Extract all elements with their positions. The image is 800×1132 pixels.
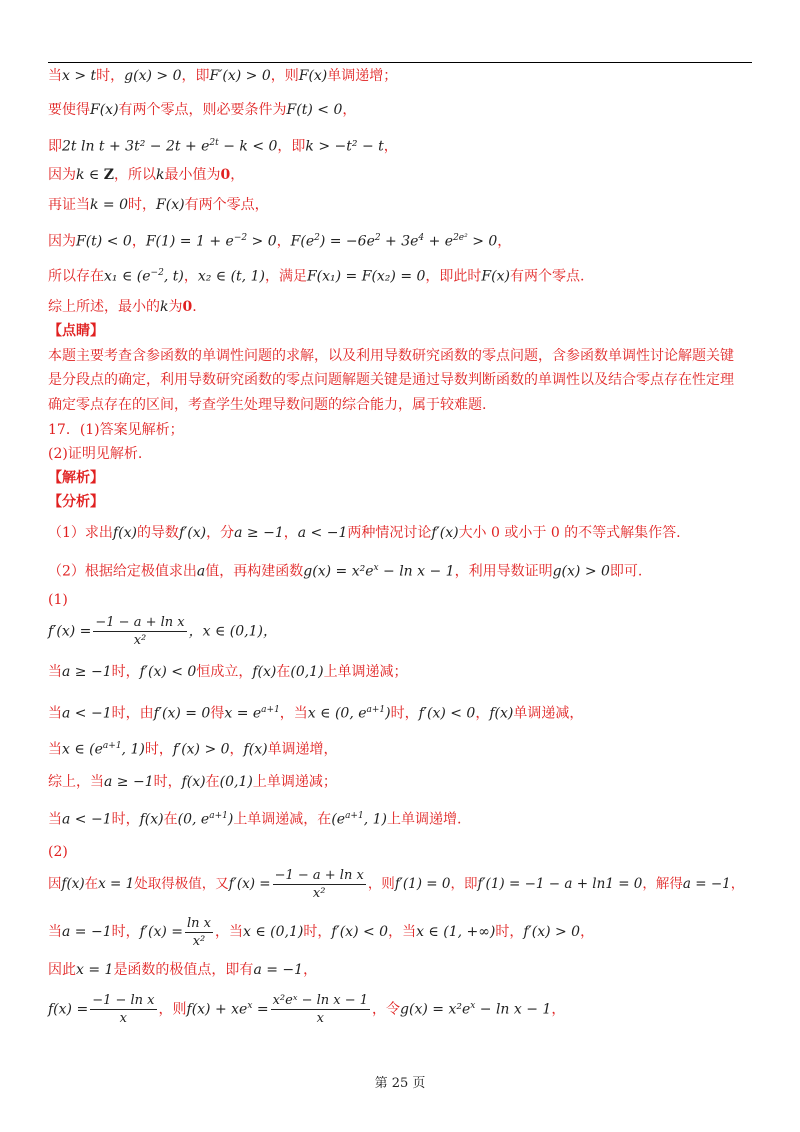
text: 0: [220, 167, 231, 183]
text: 恒成立，: [196, 664, 253, 680]
text: 时，: [96, 68, 125, 84]
denominator: x²: [133, 633, 147, 648]
text: 时，: [111, 924, 140, 940]
text: 因为: [48, 233, 76, 250]
math: a ≥ −1: [62, 664, 112, 680]
text: 有两个零点，: [184, 197, 269, 213]
text: ，分: [206, 525, 235, 541]
text: 为: [168, 299, 183, 315]
numerator: ln x: [187, 915, 211, 931]
math: a = −1: [682, 876, 731, 892]
text: 当: [48, 705, 62, 722]
fraction: [185, 915, 213, 950]
text: 处取得极值，又: [134, 876, 229, 892]
text: ，: [276, 233, 291, 250]
math: − ln x − 1: [378, 563, 455, 580]
part1-case-2: [48, 700, 583, 724]
math: x > t: [62, 68, 97, 84]
text: ，即: [277, 138, 306, 155]
page-number: 第 25 页: [374, 1076, 426, 1091]
text: 时，: [495, 924, 524, 940]
numerator: −1 − a + ln x: [274, 868, 364, 883]
math: − k < 0: [218, 138, 278, 155]
math: f(x) + xe: [186, 1001, 248, 1018]
text: 时，: [153, 774, 182, 790]
text: 时，: [111, 664, 140, 680]
text: 再证当: [48, 197, 90, 213]
math: F(t) < 0: [76, 233, 132, 250]
fraction: [273, 867, 366, 902]
solution-line-5: [48, 195, 269, 215]
math: , 1): [121, 741, 145, 758]
numerator: x²eˣ − ln x − 1: [272, 993, 369, 1009]
solution-line-8: [48, 297, 197, 317]
math: x = 1: [98, 876, 135, 892]
text: 当: [48, 811, 62, 828]
solution-line-4: [48, 165, 244, 185]
text: ，当: [279, 705, 308, 722]
math: (0, e: [177, 811, 210, 828]
math: a: [196, 563, 206, 580]
text: 单调递增；: [327, 68, 398, 84]
text: 即可.: [609, 563, 643, 580]
part1-label: (1): [48, 592, 68, 608]
text: 有两个零点.: [509, 268, 585, 285]
text: 值，再构建函数: [205, 563, 304, 580]
text: 单调递减，: [513, 705, 584, 722]
math: a < −1: [297, 525, 348, 541]
solution-line-6: [48, 228, 511, 252]
text: ，解得: [642, 876, 683, 892]
denominator: x²: [312, 886, 326, 901]
top-rule: [48, 62, 752, 63]
math: f′(x) =: [48, 623, 92, 640]
text: 因: [48, 876, 62, 892]
analysis-line-2: [48, 558, 642, 582]
math: F(x): [298, 68, 328, 84]
math: , t): [163, 268, 184, 285]
math: F′(x) > 0: [209, 68, 271, 84]
math: a = −1: [253, 962, 304, 978]
math: f′(x) < 0: [418, 705, 476, 722]
math: x ∈ (e: [62, 741, 103, 758]
math: − ln x − 1: [475, 1001, 552, 1018]
math-sup: 2e²: [453, 233, 468, 243]
part2-line-4: [48, 986, 565, 1030]
math: ): [385, 705, 391, 722]
math: g(x) = x²e: [400, 1001, 471, 1018]
math: f′(x): [431, 525, 459, 541]
math-sup: x: [373, 563, 379, 573]
text: 0: [182, 299, 193, 315]
text: ，: [283, 525, 298, 541]
text: 最小值为: [164, 167, 221, 183]
solution-line-2: [48, 100, 356, 120]
math-sup: 2t: [209, 138, 219, 148]
fraction: [90, 992, 156, 1027]
math: F(1) = 1 + e: [145, 233, 234, 250]
math: a ≥ −1: [234, 525, 284, 541]
math: k = 0: [90, 197, 129, 213]
math: f(x): [243, 741, 268, 758]
denominator: x: [316, 1011, 324, 1027]
math: g(x) > 0: [124, 68, 182, 84]
text: 上单调递减；: [252, 774, 337, 790]
jiexi-heading: 【解析】: [48, 470, 104, 486]
math: x ∈ (0, e: [307, 705, 367, 722]
text: 有两个零点，则必要条件为: [118, 102, 287, 118]
math: f(x): [489, 705, 514, 722]
text: 得: [210, 705, 225, 722]
dianjing-body-2: 是分段点的确定，利用导数研究函数的零点问题解题关键是通过导数判断函数的单调性以及结合零点存在性定理: [48, 372, 734, 388]
math: + 3e: [380, 233, 419, 250]
math: f′(x) < 0: [139, 664, 197, 680]
fraction: [271, 992, 370, 1027]
math: f(x): [181, 774, 206, 790]
text: 当: [48, 924, 62, 940]
math: + e: [424, 233, 454, 250]
math-sup: 4: [418, 233, 425, 243]
math-sup: −2: [233, 233, 248, 243]
denominator: x: [119, 1011, 128, 1027]
text: 单调递增，: [267, 741, 338, 758]
math: f(x): [112, 525, 137, 541]
text: ，满足: [264, 268, 307, 285]
math: f′(1) = 0: [394, 876, 451, 892]
text: 在: [163, 811, 178, 828]
math: k: [160, 299, 169, 315]
text: 两种情况讨论: [347, 525, 432, 541]
text: ，: [229, 741, 244, 758]
part1-summary-2: [48, 806, 461, 830]
text: 时，由: [111, 705, 154, 722]
math: x = e: [224, 705, 262, 722]
numerator: −1 − ln x: [92, 993, 155, 1009]
text: ，: [497, 233, 512, 250]
text: 当: [48, 741, 62, 758]
part1-derivative: [48, 614, 277, 649]
math: f′(x) =: [228, 876, 271, 892]
math: F(e: [290, 233, 315, 250]
math: F(x): [156, 197, 185, 213]
math: f′(1) = −1 − a + ln1 = 0: [477, 876, 643, 892]
text: 所以存在: [48, 268, 104, 285]
math: (0,1): [219, 774, 253, 790]
analysis-line-1: [48, 523, 681, 543]
text: ，则: [158, 1001, 187, 1018]
text: ，则: [270, 68, 299, 84]
text: ，: [342, 102, 357, 118]
math-sup: a+1: [345, 811, 364, 821]
text: ，: [131, 233, 146, 250]
numerator: −1 − a + ln x: [95, 615, 185, 630]
math: f′(x) = 0: [153, 705, 211, 722]
math: F(t) < 0: [286, 102, 343, 118]
math: k > −t² − t: [305, 138, 384, 155]
text: 综上所述，最小的: [48, 299, 160, 315]
text: ，: [551, 1001, 566, 1018]
math: f(x) =: [48, 1001, 89, 1018]
text: （1）求出: [48, 525, 113, 541]
solution-line-1: [48, 66, 397, 86]
math-sup: 2: [374, 233, 381, 243]
dianjing-body-3: 确定零点存在的区间，考查学生处理导数问题的综合能力，属于较难题.: [48, 397, 487, 413]
text: （2）根据给定极值求出: [48, 563, 197, 580]
text: 因此: [48, 962, 76, 978]
math-sup: a+1: [366, 705, 386, 715]
q17-answer-2: (2)证明见解析.: [48, 446, 143, 462]
math: x ∈ (1, +∞): [416, 924, 496, 940]
math: F(x): [90, 102, 119, 118]
math: g(x) = x²e: [303, 563, 374, 580]
text: 时，: [128, 197, 157, 213]
text: ，: [383, 138, 398, 155]
text: 当: [48, 68, 62, 84]
math: a ≥ −1: [104, 774, 154, 790]
math: x ∈ (0,1): [243, 924, 304, 940]
math-sup: x: [470, 1001, 476, 1011]
math: ) = −6e: [319, 233, 375, 250]
text: 在: [276, 664, 291, 680]
math: f′(x) > 0: [523, 924, 581, 940]
math: ): [227, 811, 234, 828]
text: 时，: [144, 741, 173, 758]
text: 在: [84, 876, 99, 892]
math: k: [155, 167, 165, 183]
math: x = 1: [76, 962, 114, 978]
text: ，: [303, 962, 318, 978]
math: a < −1: [62, 705, 112, 722]
text: ，: [230, 167, 245, 183]
fenxi-heading: 【分析】: [48, 494, 104, 510]
math: k ∈: [76, 167, 104, 183]
math: > 0: [247, 233, 277, 250]
math: f′(x) =: [139, 924, 183, 940]
text: ，: [730, 876, 745, 892]
math-sup: 2: [314, 233, 320, 243]
text: ，即此时: [425, 268, 482, 285]
text: 大小 0 或小于 0 的不等式解集作答.: [458, 525, 681, 541]
math: a = −1: [62, 924, 112, 940]
math: > 0: [467, 233, 498, 250]
text: 是函数的极值点，即有: [113, 962, 254, 978]
part1-summary-1: [48, 772, 337, 792]
dianjing-body-1: 本题主要考查含参函数的单调性问题的求解，以及利用导数研究函数的零点问题，含参函数单调性讨论解题关键: [48, 348, 734, 364]
text: .: [192, 299, 197, 315]
math: f(x): [252, 664, 277, 680]
text: 上单调递增.: [386, 811, 462, 828]
solution-line-3: [48, 133, 398, 157]
part2-label: (2): [48, 844, 68, 860]
text: ，: [183, 268, 198, 285]
dianjing-heading: 【点睛】: [48, 323, 104, 339]
math: ，x ∈ (0,1)，: [188, 623, 277, 640]
text: 因为: [48, 167, 76, 183]
math: f′(x): [178, 525, 207, 541]
text: 综上，当: [48, 774, 104, 790]
math: F(x): [481, 268, 510, 285]
text: 即: [48, 138, 62, 155]
text: 时，: [390, 705, 419, 722]
text: 时，: [303, 924, 332, 940]
math-sup: a+1: [209, 811, 228, 821]
math: f′(x) < 0: [331, 924, 389, 940]
text: ，即: [181, 68, 210, 84]
text: 在: [205, 774, 220, 790]
math-set-z: Z: [103, 167, 114, 183]
math: x₂ ∈ (t, 1): [197, 268, 265, 285]
math: =: [252, 1001, 269, 1018]
math-sup: −2: [150, 268, 164, 278]
math: (e: [331, 811, 346, 828]
text: 的导数: [136, 525, 179, 541]
solution-line-7: [48, 263, 584, 287]
text: 要使得: [48, 102, 90, 118]
text: 上单调递减；: [323, 664, 408, 680]
math: f(x): [61, 876, 85, 892]
math-sup: x: [247, 1001, 253, 1011]
math: f′(x) > 0: [172, 741, 230, 758]
text: ，: [475, 705, 490, 722]
math: a < −1: [62, 811, 112, 828]
math-sup: a+1: [261, 705, 280, 715]
math-sup: a+1: [102, 741, 122, 751]
math: 2t ln t + 3t² − 2t + e: [62, 138, 210, 155]
text: ，即: [450, 876, 478, 892]
text: ，当: [215, 924, 243, 940]
math: F(x₁) = F(x₂) = 0: [306, 268, 426, 285]
part2-line-1: [48, 866, 744, 902]
text: ，: [580, 924, 595, 940]
math: f(x): [139, 811, 164, 828]
q17-answer-1: 17．(1)答案见解析；: [48, 422, 184, 438]
text: ，所以: [113, 167, 156, 183]
math: (0,1): [290, 664, 324, 680]
fraction: [93, 614, 186, 649]
part1-case-1: [48, 662, 408, 682]
text: 当: [48, 664, 62, 680]
math: g(x) > 0: [552, 563, 610, 580]
text: 上单调递减，在: [233, 811, 332, 828]
text: ，则: [367, 876, 395, 892]
part1-case-3: [48, 736, 338, 760]
text: 时，: [111, 811, 140, 828]
text: ，利用导数证明: [454, 563, 553, 580]
math: x₁ ∈ (e: [104, 268, 151, 285]
text: ，令: [372, 1001, 401, 1018]
denominator: x²: [192, 933, 206, 949]
part2-line-2: [48, 914, 594, 950]
text: ，当: [388, 924, 417, 940]
part2-line-3: [48, 960, 317, 980]
math: , 1): [363, 811, 387, 828]
